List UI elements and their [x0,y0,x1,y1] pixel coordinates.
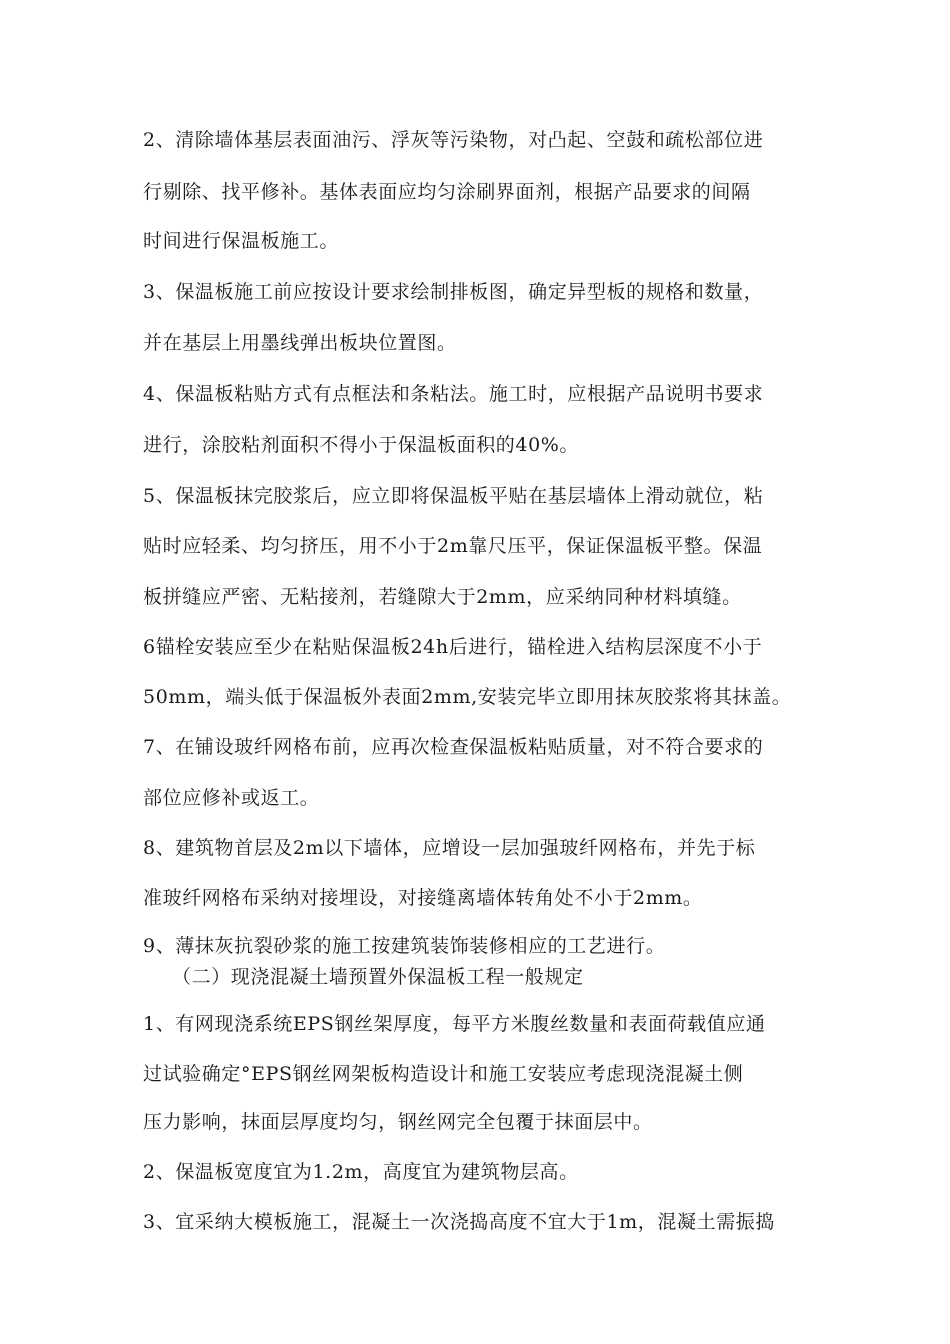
text-line: 6锚栓安装应至少在粘贴保温板24h后进行，锚栓进入结构层深度不小于 [143,636,763,658]
text-line: 1、有网现浇系统EPS钢丝架厚度，每平方米腹丝数量和表面荷载值应通 [143,1013,766,1035]
text-line: 4、保温板粘贴方式有点框法和条粘法。施工时，应根据产品说明书要求 [143,383,764,405]
text-line: 时间进行保温板施工。 [143,230,340,252]
text-line: 贴时应轻柔、均匀挤压，用不小于2m靠尺压平，保证保温板平整。保温 [143,535,763,557]
text-line: 过试验确定°EPS钢丝网架板构造设计和施工安装应考虑现浇混凝土侧 [143,1063,744,1085]
text-line: 部位应修补或返工。 [143,787,320,809]
text-line: 2、清除墙体基层表面油污、浮灰等污染物，对凸起、空鼓和疏松部位进 [143,129,764,151]
text-line: 压力影响，抹面层厚度均匀，钢丝网完全包覆于抹面层中。 [143,1111,653,1133]
text-line: 5、保温板抹完胶浆后，应立即将保温板平贴在基层墙体上滑动就位，粘 [143,485,764,507]
text-line: 进行，涂胶粘剂面积不得小于保温板面积的40%。 [143,434,580,456]
text-line: 9、薄抹灰抗裂砂浆的施工按建筑装饰装修相应的工艺进行。 [143,935,666,957]
text-line: 板拼缝应严密、无粘接剂，若缝隙大于2mm，应采纳同种材料填缝。 [143,586,742,608]
text-line: 8、建筑物首层及2m以下墙体，应增设一层加强玻纤网格布，并先于标 [143,837,756,859]
text-line: 准玻纤网格布采纳对接埋设，对接缝离墙体转角处不小于2mm。 [143,887,703,909]
text-line: 7、在铺设玻纤网格布前，应再次检查保温板粘贴质量，对不符合要求的 [143,736,764,758]
text-line: 3、宜采纳大模板施工，混凝土一次浇捣高度不宜大于1m，混凝土需振捣 [143,1211,775,1233]
section-heading: （二）现浇混凝土墙预置外保温板工程一般规定 [172,966,584,988]
text-line: 50mm，端头低于保温板外表面2mm,安装完毕立即用抹灰胶浆将其抹盖。 [143,686,792,708]
text-line: 3、保温板施工前应按设计要求绘制排板图，确定异型板的规格和数量， [143,281,764,303]
text-line: 行剔除、找平修补。基体表面应均匀涂刷界面剂，根据产品要求的间隔 [143,181,751,203]
text-line: 并在基层上用墨线弹出板块位置图。 [143,332,457,354]
text-line: 2、保温板宽度宜为1.2m，高度宜为建筑物层高。 [143,1161,579,1183]
